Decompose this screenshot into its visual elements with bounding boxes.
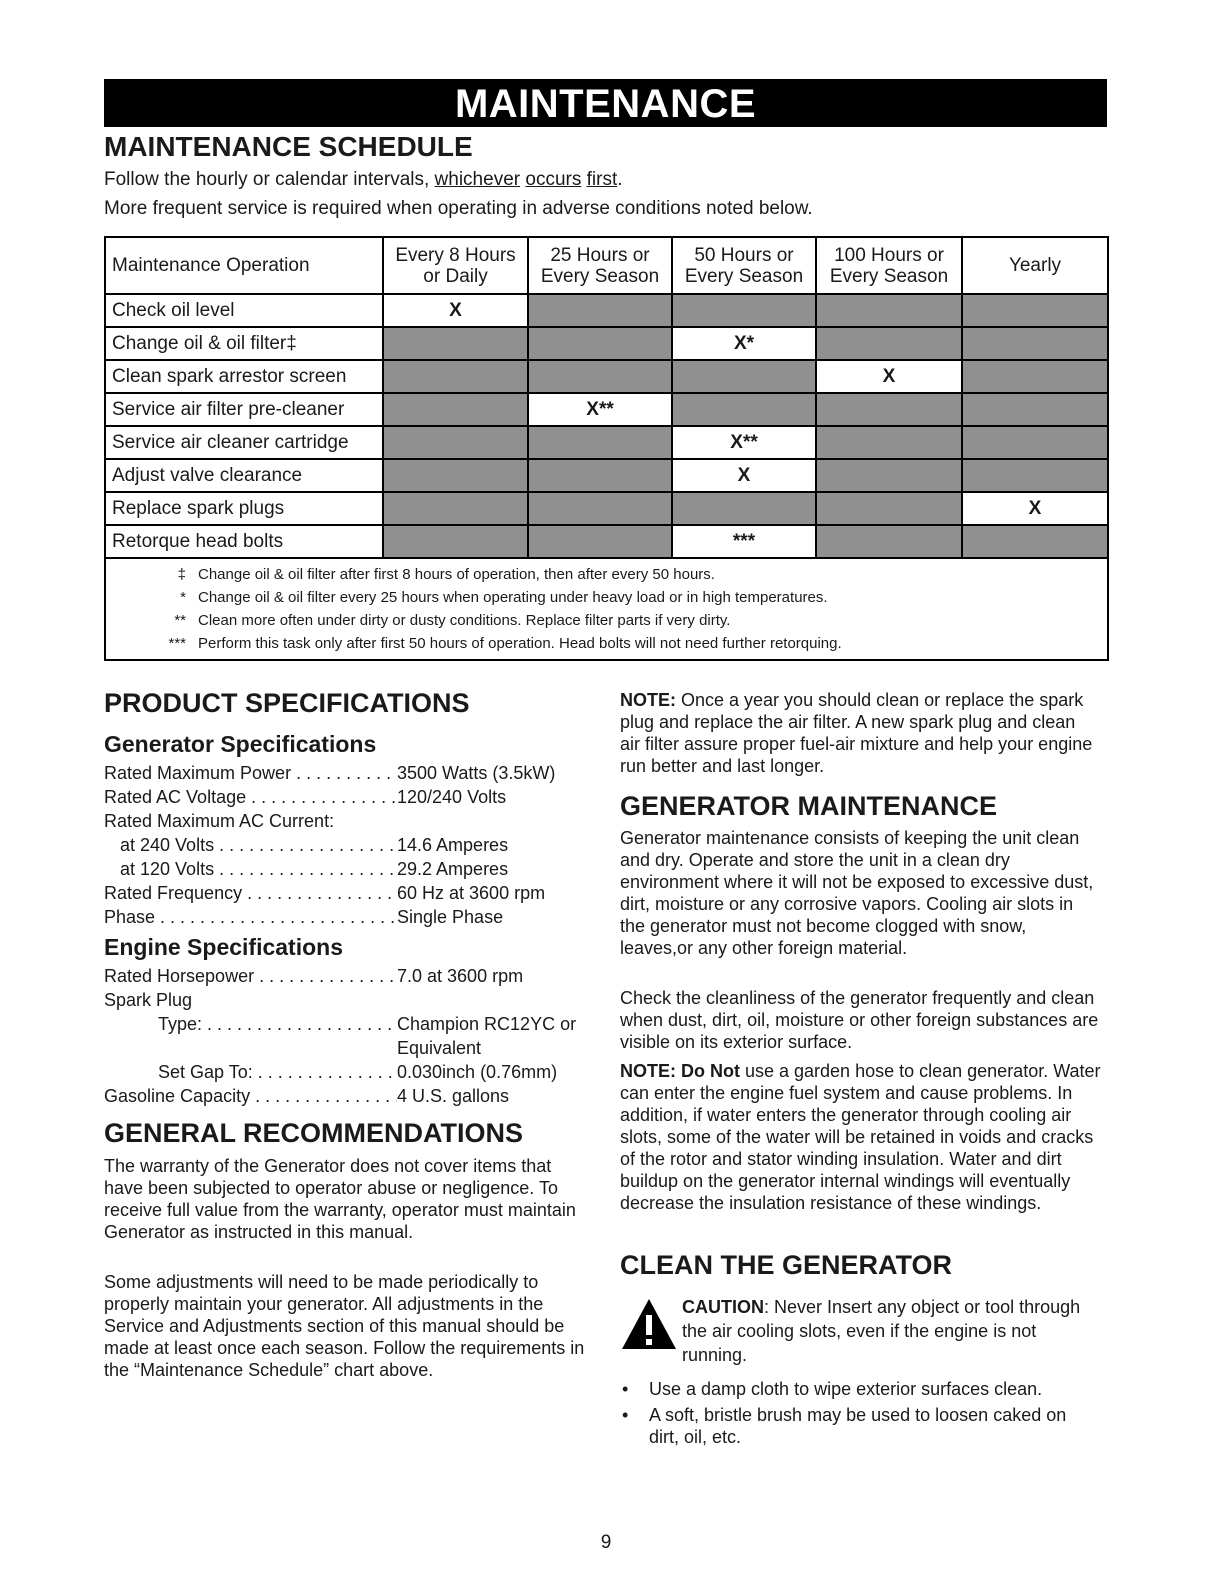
generator-maintenance-heading: GENERATOR MAINTENANCE [620,791,998,821]
shaded-cell [816,459,962,492]
shaded-cell [383,525,528,558]
clean-generator-heading: CLEAN THE GENERATOR [620,1250,953,1280]
spec-row [104,761,555,785]
cleaning-bullet-list [620,1378,1100,1452]
spec-row [104,964,576,988]
shaded-cell [528,360,672,393]
spec-label: Rated Horsepower . . . [104,964,397,988]
table-row [105,360,1108,393]
operation-cell: Service air filter pre-cleaner [105,393,383,426]
spec-value: 29.2 Amperes [397,859,509,879]
spec-row [104,905,555,929]
spec-row [104,1084,576,1108]
table-row [105,294,1108,327]
interval-mark-cell: X [383,294,528,327]
spec-label: at 120 Volts . . . [104,857,397,881]
note-spark-plug: NOTE: Once a year you should clean or replace the spark plug and replace the air filter. A new spark plug and clean air filter assure proper fuel-air mixture and help your engine run better and last longer. [620,690,1093,776]
table-row [105,426,1108,459]
shaded-cell [816,393,962,426]
spec-row [104,857,555,881]
warning-triangle-icon [620,1297,678,1351]
spec-value: Single Phase [397,907,504,927]
spec-value: 4 U.S. gallons [397,1086,510,1106]
footnote-mark: ‡ [177,566,186,583]
spec-value: 7.0 at 3600 rpm [397,966,524,986]
shaded-cell [816,525,962,558]
shaded-cell [528,327,672,360]
list-item: • Use a damp cloth to wipe exterior surfaces clean. [620,1378,1100,1400]
footnote-text: Change oil & oil filter every 25 hours when operating under heavy load or in high temperatures. [198,589,828,606]
footnote [106,609,1107,632]
shaded-cell [672,294,816,327]
schedule-intro-2: More frequent service is required when operating in adverse conditions noted below. [104,198,813,219]
operation-cell: Check oil level [105,294,383,327]
spec-row [104,1060,576,1084]
shaded-cell [672,492,816,525]
operation-cell: Clean spark arrestor screen [105,360,383,393]
operation-cell: Replace spark plugs [105,492,383,525]
interval-mark-cell: X [816,360,962,393]
note-garden-hose: NOTE: Do Not use a garden hose to clean generator. Water can enter the engine fuel system and cause problems. In addition, if water enters the generator through cooling air slots, some of the water will be retained in voids and cracks of the rotor and stator winding insulation. Water and dirt buildup on the generator internal windings will eventually decrease the insulation resistance of these windings. [620,1061,1101,1213]
general-paragraph-2: Some adjustments will need to be made periodically to properly maintain your generator. All adjustments in the Service and Adjustments section of this manual should be made at least once each season. Follow the requirements in the “Maintenance Schedule” chart above. [104,1272,585,1380]
spec-label: Rated AC Voltage . . . [104,785,397,809]
list-item: • A soft, bristle brush may be used to loosen caked on dirt, oil, etc. [620,1404,1100,1448]
table-header-row [105,237,1108,294]
shaded-cell [383,492,528,525]
operation-cell: Retorque head bolts [105,525,383,558]
caution-block [620,1295,1100,1367]
spec-value: 14.6 Amperes [397,835,509,855]
section-banner: MAINTENANCE [104,79,1107,127]
spec-label: Rated Maximum AC Current: [104,811,335,831]
shaded-cell [383,459,528,492]
engine-specs-list [104,964,576,1108]
footnote [106,632,1107,655]
shaded-cell [383,393,528,426]
shaded-cell [816,294,962,327]
shaded-cell [816,492,962,525]
col-header-25-hours: 25 Hours or Every Season [528,237,672,294]
engine-specs-heading: Engine Specifications [104,934,343,960]
shaded-cell [528,426,672,459]
footnote-mark: * [180,589,186,606]
maintenance-schedule-table [104,236,1109,661]
shaded-cell [383,327,528,360]
shaded-cell [383,426,528,459]
caution-text: CAUTION: Never Insert any object or tool through the air cooling slots, even if the engine is not running. [682,1297,1081,1365]
col-header-100-hours: 100 Hours or Every Season [816,237,962,294]
table-row [105,492,1108,525]
generator-maintenance-paragraph-2: Check the cleanliness of the generator frequently and clean when dust, dirt, oil, moisture or other foreign substances are visible on its exterior surface. [620,988,1099,1052]
table-row [105,327,1108,360]
generator-specs-list [104,761,555,929]
spec-value: 60 Hz at 3600 rpm [397,883,546,903]
spec-value: 3500 Watts (3.5kW) [397,763,556,783]
generator-specs-heading: Generator Specifications [104,731,377,757]
shaded-cell [528,492,672,525]
spec-label: Type: . . . [104,1012,397,1036]
interval-mark-cell: X* [672,327,816,360]
generator-maintenance-paragraph-1: Generator maintenance consists of keeping the unit clean and dry. Operate and store the unit in a clean dry environment where it will not be exposed to excessive dust, dirt, moisture or any corrosive vapors. Cooling air slots in the generator must not become clogged with snow, leaves,or any other foreign material. [620,828,1094,958]
shaded-cell [816,327,962,360]
operation-cell: Adjust valve clearance [105,459,383,492]
interval-mark-cell: X [672,459,816,492]
table-row [105,393,1108,426]
footnote [106,563,1107,586]
table-row [105,459,1108,492]
shaded-cell [528,459,672,492]
shaded-cell [383,360,528,393]
interval-mark-cell: X [962,492,1108,525]
spec-label: Spark Plug [104,990,193,1010]
spec-label: at 240 Volts . . . [104,833,397,857]
spec-value: 0.030inch (0.76mm) [397,1062,558,1082]
shaded-cell [672,393,816,426]
general-paragraph-1: The warranty of the Generator does not cover items that have been subjected to operator abuse or negligence. To receive full value from the warranty, operator must maintain Generator as instructed in this manual. [104,1156,576,1242]
general-recommendations-heading: GENERAL RECOMMENDATIONS [104,1118,524,1148]
col-header-50-hours: 50 Hours or Every Season [672,237,816,294]
spec-label: Set Gap To: . . . [104,1060,397,1084]
shaded-cell [962,525,1108,558]
interval-mark-cell: X** [528,393,672,426]
footnote-text: Perform this task only after first 50 hours of operation. Head bolts will not need further retorquing. [198,635,842,652]
shaded-cell [962,393,1108,426]
shaded-cell [528,525,672,558]
spec-label: Phase . . . [104,905,397,929]
operation-cell: Service air cleaner cartridge [105,426,383,459]
schedule-heading: MAINTENANCE SCHEDULE [104,131,473,162]
footnote [106,586,1107,609]
spec-value: 120/240 Volts [397,787,507,807]
operation-cell: Change oil & oil filter‡ [105,327,383,360]
spec-row [104,1036,576,1060]
table-row [105,525,1108,558]
spec-row [104,785,555,809]
col-header-yearly: Yearly [962,237,1108,294]
table-footnotes [105,558,1108,660]
product-specs-heading: PRODUCT SPECIFICATIONS [104,688,470,718]
shaded-cell [962,327,1108,360]
spec-label: Gasoline Capacity . . . [104,1084,397,1108]
footnote-mark: ** [174,612,186,629]
page-number: 9 [600,1532,612,1553]
interval-mark-cell: *** [672,525,816,558]
shaded-cell [962,426,1108,459]
spec-label: Rated Frequency . . . [104,881,397,905]
spec-row [104,881,555,905]
footnote-mark: *** [168,635,186,652]
spec-label: Rated Maximum Power . . . [104,761,397,785]
shaded-cell [528,294,672,327]
col-header-8-hours: Every 8 Hours or Daily [383,237,528,294]
spec-row [104,988,576,1012]
interval-mark-cell: X** [672,426,816,459]
shaded-cell [962,360,1108,393]
shaded-cell [672,360,816,393]
spec-row [104,833,555,857]
footnote-text: Change oil & oil filter after first 8 hours of operation, then after every 50 hours. [198,566,715,583]
shaded-cell [816,426,962,459]
footnote-text: Clean more often under dirty or dusty conditions. Replace filter parts if very dirty. [198,612,731,629]
spec-row [104,1012,576,1036]
col-header-operation: Maintenance Operation [105,237,383,294]
shaded-cell [962,294,1108,327]
spec-label [104,1036,397,1060]
spec-value: Equivalent [397,1038,482,1058]
spec-row [104,809,555,833]
spec-value: Champion RC12YC or [397,1014,577,1034]
shaded-cell [962,459,1108,492]
schedule-intro-1: Follow the hourly or calendar intervals, whichever occurs first. [104,169,623,190]
